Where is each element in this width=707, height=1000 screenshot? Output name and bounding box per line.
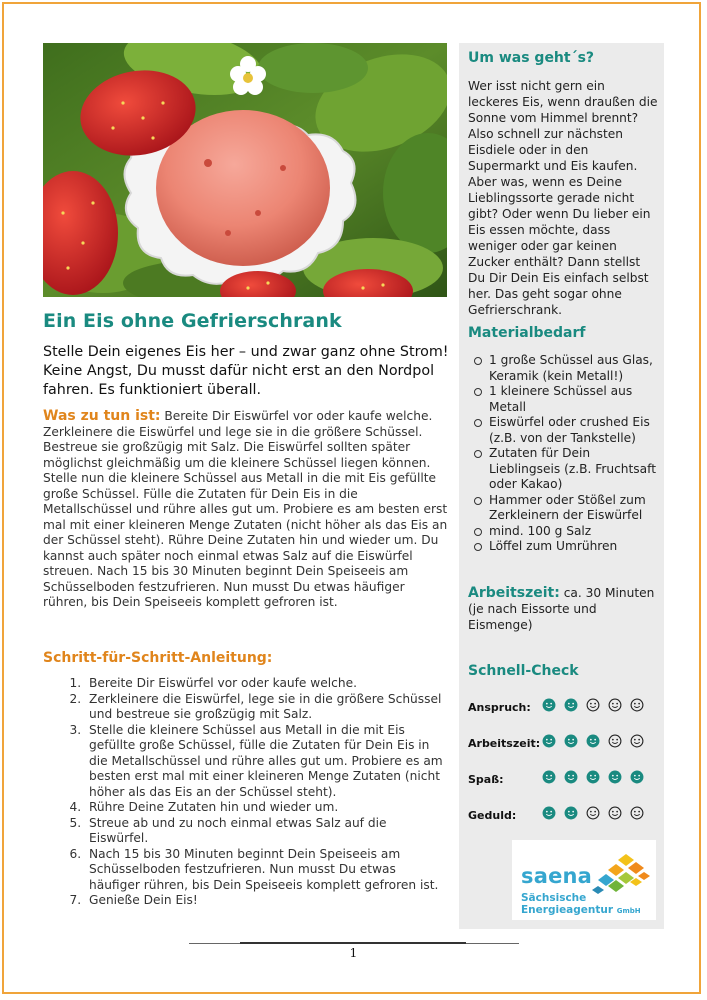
quickcheck-heading: Schnell-Check bbox=[468, 663, 579, 679]
smiley-outline-icon bbox=[630, 734, 644, 748]
about-text: Wer isst nicht gern ein leckeres Eis, wenn draußen die Sonne vom Himmel brennt? Also schnell zur nächsten Eisdiele oder in den Supermarkt und Eis kaufen. Aber was, wenn es Deine Lieblingssorte gerade nicht gibt? Oder wenn Du lieber ein Eis essen möchte, dass weniger oder gar keinen Zucker enthält? Dann stellst Du Dir Dein Eis einfach selbst her. Das geht sogar ohne Gefrierschrank. bbox=[468, 79, 658, 317]
step-item: 7. Genieße Dein Eis! bbox=[85, 893, 448, 909]
logo-wordmark: saena bbox=[521, 864, 593, 888]
steps-heading: Schritt-für-Schritt-Anleitung: bbox=[43, 650, 273, 666]
saena-logo bbox=[512, 840, 656, 920]
circle-bullet-icon bbox=[474, 388, 482, 396]
materials-list bbox=[468, 353, 663, 555]
circle-bullet-icon bbox=[474, 543, 482, 551]
step-item: 4. Rühre Deine Zutaten hin und wieder um. bbox=[85, 800, 448, 816]
smiley-filled-icon bbox=[542, 806, 556, 820]
circle-bullet-icon bbox=[474, 450, 482, 458]
step-item: 2. Zerkleinere die Eiswürfel, lege sie in die größere Schüssel und bestreue sie großzügig mit Salz. bbox=[85, 692, 448, 723]
smiley-outline-icon bbox=[586, 698, 600, 712]
material-item: Zutaten für Dein Lieblingseis (z.B. Fruchtsaft oder Kakao) bbox=[468, 446, 663, 493]
quickcheck-label: Anspruch: bbox=[468, 701, 531, 714]
step-item: 5. Streue ab und zu noch einmal etwas Salz auf die Eiswürfel. bbox=[85, 816, 448, 847]
page-number: 1 bbox=[349, 946, 358, 960]
steps-list bbox=[43, 676, 448, 909]
smiley-filled-icon bbox=[586, 734, 600, 748]
smiley-filled-icon bbox=[542, 770, 556, 784]
what-to-do-section bbox=[43, 409, 448, 611]
logo-subline-1: Sächsische bbox=[521, 892, 587, 904]
circle-bullet-icon bbox=[474, 497, 482, 505]
quickcheck-row bbox=[468, 806, 663, 826]
circle-bullet-icon bbox=[474, 528, 482, 536]
smiley-filled-icon bbox=[586, 770, 600, 784]
smiley-outline-icon bbox=[608, 734, 622, 748]
footer-divider-accent bbox=[240, 942, 466, 944]
quickcheck-row bbox=[468, 698, 663, 718]
what-to-do-heading: Was zu tun ist: bbox=[43, 408, 161, 424]
smiley-filled-icon bbox=[564, 806, 578, 820]
material-item: 1 kleinere Schüssel aus Metall bbox=[468, 384, 663, 415]
about-heading: Um was geht´s? bbox=[468, 50, 595, 66]
step-item: 6. Nach 15 bis 30 Minuten beginnt Dein Speiseeis am Schüsselboden festzufrieren. Nun musst Du etwas häufiger rühren, bis Dein Speiseeis komplett gefroren ist. bbox=[85, 847, 448, 894]
smiley-outline-icon bbox=[586, 806, 600, 820]
smiley-outline-icon bbox=[608, 806, 622, 820]
smiley-filled-icon bbox=[564, 770, 578, 784]
step-item: 1. Bereite Dir Eiswürfel vor oder kaufe welche. bbox=[85, 676, 448, 692]
material-item: Hammer oder Stößel zum Zerkleinern der Eiswürfel bbox=[468, 493, 663, 524]
smiley-filled-icon bbox=[542, 698, 556, 712]
material-item: mind. 100 g Salz bbox=[468, 524, 663, 540]
circle-bullet-icon bbox=[474, 357, 482, 365]
smiley-outline-icon bbox=[630, 698, 644, 712]
what-to-do-text: Bereite Dir Eiswürfel vor oder kaufe welche. Zerkleinere die Eiswürfel und lege sie in die größere Schüssel. Bestreue sie großzügig mit Salz. Die Eiswürfel sollten später möglichst gleichmäßig um die kleinere Schüssel liegen können. Stelle nun die kleinere Schüssel aus Metall in die mit Eis gefüllte große Schüssel. Fülle die Zutaten für Dein Eis in die Metallschüssel und rühre alles gut um. Probiere es am besten erst mal mit einer kleineren Menge Zutaten (nicht höher als das Eis an der Schüssel steht). Rühre Deine Zutaten hin und wieder um. Du kannst auch später noch einmal etwas Salz auf die Eiswürfel streuen. Nach 15 bis 30 Minuten beginnt Dein Speiseeis am Schüsselboden festzufrieren. Nun musst Du etwas häufiger rühren, bis Dein Speiseeis komplett gefroren ist. bbox=[43, 409, 448, 609]
quickcheck-label: Geduld: bbox=[468, 809, 517, 822]
smiley-filled-icon bbox=[542, 734, 556, 748]
smiley-outline-icon bbox=[608, 698, 622, 712]
page-title: Ein Eis ohne Gefrierschrank bbox=[43, 310, 342, 332]
smiley-outline-icon bbox=[630, 806, 644, 820]
smiley-filled-icon bbox=[564, 734, 578, 748]
material-item: 1 große Schüssel aus Glas, Keramik (kein Metall!) bbox=[468, 353, 663, 384]
smiley-filled-icon bbox=[608, 770, 622, 784]
sorbet-photo bbox=[43, 43, 447, 297]
material-item: Löffel zum Umrühren bbox=[468, 539, 663, 555]
quickcheck-label: Spaß: bbox=[468, 773, 504, 786]
logo-subline-2: Energieagentur GmbH bbox=[521, 904, 641, 916]
materials-heading: Materialbedarf bbox=[468, 325, 586, 341]
step-item: 3. Stelle die kleinere Schüssel aus Metall in die mit Eis gefüllte große Schüssel, fülle die Zutaten für Dein Eis in die Metallschüssel und rühre alles gut um. Probiere es am besten erst mal mit einer kleineren Menge Zutaten (nicht höher als das Eis an der Schüssel steht). bbox=[85, 723, 448, 801]
worktime-block bbox=[468, 585, 658, 633]
quickcheck-label: Arbeitszeit: bbox=[468, 737, 541, 750]
intro-text: Stelle Dein eigenes Eis her – und zwar ganz ohne Strom! Keine Angst, Du musst dafür nicht erst an den Nordpol fahren. Es funktioniert überall. bbox=[43, 344, 449, 398]
quickcheck-row bbox=[468, 734, 663, 754]
worktime-label: Arbeitszeit: bbox=[468, 585, 560, 601]
quickcheck-row bbox=[468, 770, 663, 790]
material-item: Eiswürfel oder crushed Eis (z.B. von der Tankstelle) bbox=[468, 415, 663, 446]
smiley-filled-icon bbox=[630, 770, 644, 784]
circle-bullet-icon bbox=[474, 419, 482, 427]
smiley-filled-icon bbox=[564, 698, 578, 712]
worktime-value: ca. 30 Minuten (je nach Eissorte und Eismenge) bbox=[468, 586, 655, 632]
